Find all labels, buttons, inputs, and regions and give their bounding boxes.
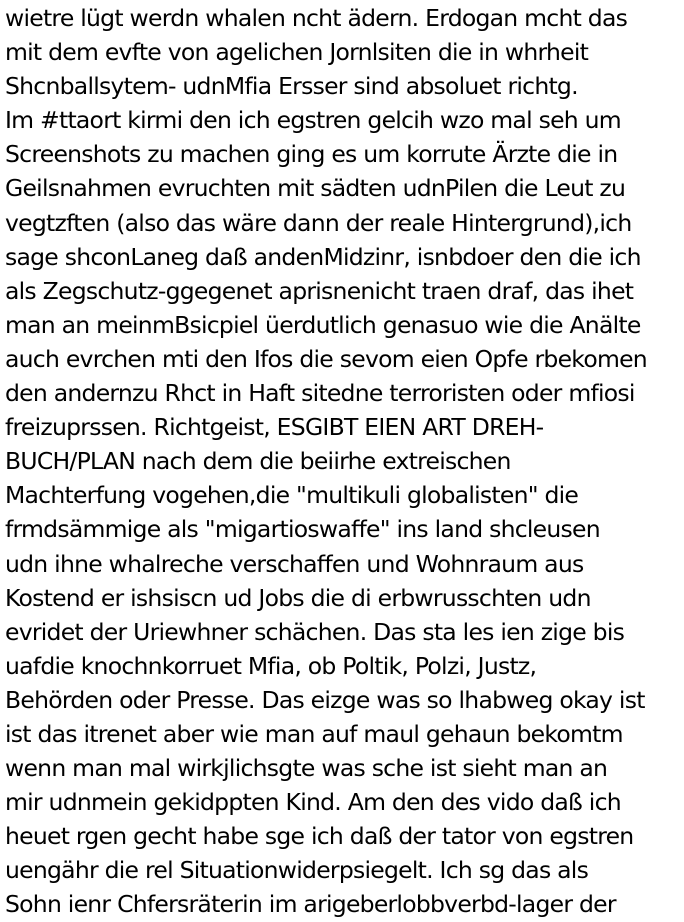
text-line: uengähr die rel Situationwiderpsiegelt. Ich sg das als: [5, 856, 589, 885]
text-line: Screenshots zu machen ging es um korrute Ärzte die in: [5, 140, 618, 169]
text-line: ist das itrenet aber wie man auf maul gehaun bekomtm: [5, 719, 623, 748]
text-line: evridet der Uriewhner schächen. Das sta les ien zige bis: [5, 617, 625, 646]
text-line: Sohn ienr Chfersräterin im arigeberlobbverbd-lager der: [5, 890, 616, 919]
text-line: den andernzu Rhct in Haft sitedne terroristen oder mfiosi: [5, 379, 635, 408]
text-line: BUCH/PLAN nach dem die beiirhe extreischen: [5, 447, 511, 476]
text-line: mit dem evfte von agelichen Jornlsiten die in whrheit: [5, 38, 589, 67]
text-line: man an meinmBsicpiel üerdutlich genasuo wie die Anälte: [5, 310, 641, 339]
text-line: wietre lügt werdn whalen ncht ädern. Erdogan mcht das: [5, 4, 628, 32]
text-line: heuet rgen gecht habe sge ich daß der tator von egstren: [5, 822, 634, 851]
text-line: Shcnballsytem- udnMfia Ersser sind absoluet richtg.: [5, 72, 578, 101]
document-body: [5, 1, 684, 922]
text-line: mir udnmein gekidppten Kind. Am den des vido daß ich: [5, 788, 621, 817]
text-line: Behörden oder Presse. Das eizge was so lhabweg okay ist: [5, 685, 645, 714]
text-line: uafdie knochnkorruet Mfia, ob Poltik, Polzi, Justz,: [5, 651, 537, 680]
text-line: frmdsämmige als "migartioswaffe" ins land shcleusen: [5, 515, 600, 544]
text-line: Kostend er ishsiscn ud Jobs die di erbwrusschten udn: [5, 583, 591, 612]
text-line: vegtzften (also das wäre dann der reale Hintergrund),ich: [5, 208, 632, 237]
text-line: auch evrchen mti den Ifos die sevom eien Opfe rbekomen: [5, 344, 647, 373]
text-line: freizuprssen. Richtgeist, ESGIBT EIEN ART DREH-: [5, 413, 544, 442]
text-line: udn ihne whalreche verschaffen und Wohnraum aus: [5, 549, 584, 578]
text-line: Machterfung vogehen,die "multikuli globalisten" die: [5, 481, 579, 510]
text-line: als Zegschutz-ggegenet aprisnenicht traen draf, das ihet: [5, 276, 634, 305]
text-line: wenn man mal wirkjlichsgte was sche ist sieht man an: [5, 754, 608, 783]
text-line: sage shconLaneg daß andenMidzinr, isnbdoer den die ich: [5, 242, 641, 271]
text-line: Im #ttaort kirmi den ich egstren gelcih wzo mal seh um: [5, 106, 621, 135]
text-line: Geilsnahmen evruchten mit sädten udnPilen die Leut zu: [5, 174, 626, 203]
